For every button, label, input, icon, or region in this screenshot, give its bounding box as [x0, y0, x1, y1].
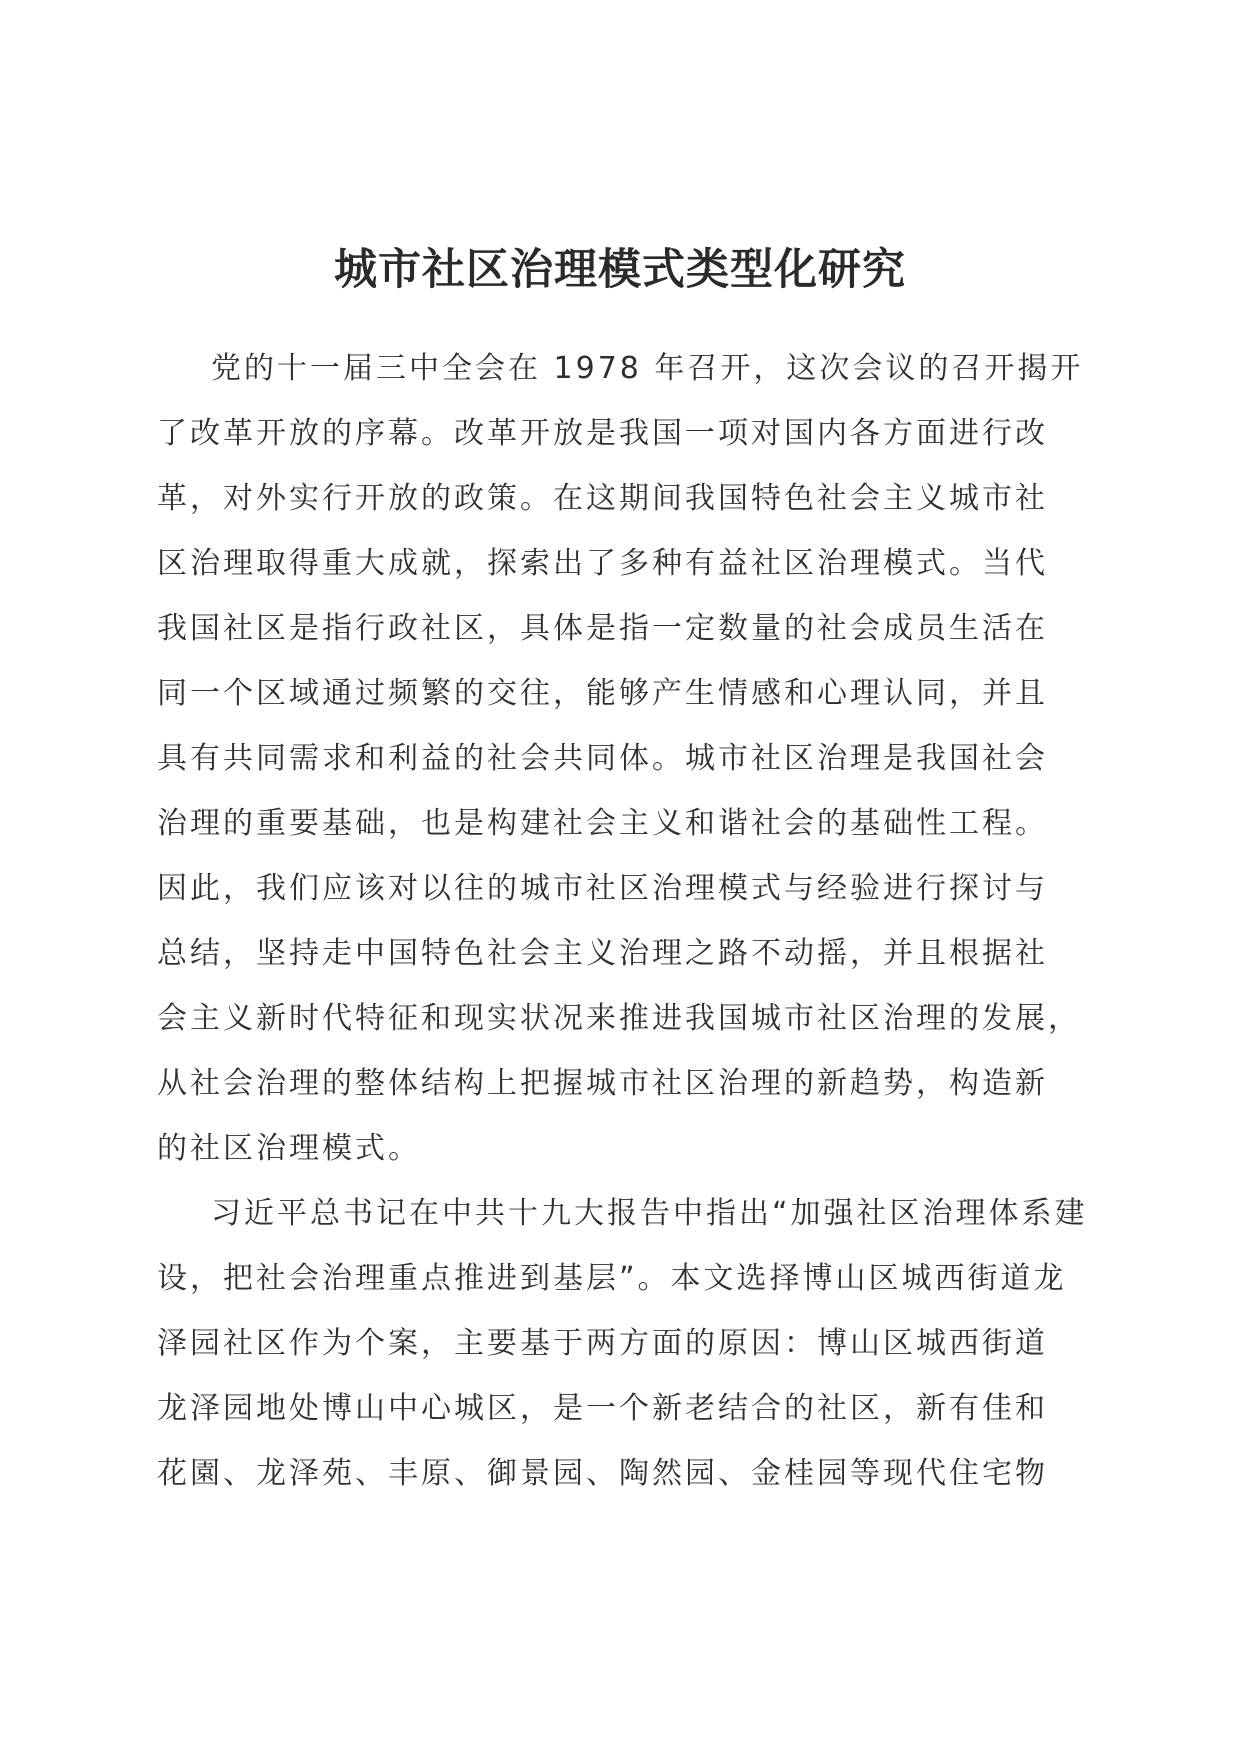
paragraph-line: 我国社区是指行政社区，具体是指一定数量的社会成员生活在 [157, 611, 1048, 646]
document-body [157, 336, 1097, 1506]
document-title: 城市社区治理模式类型化研究 [334, 245, 906, 295]
paragraph-line: 龙泽园地处博山中心城区，是一个新老结合的社区，新有佳和 [157, 1391, 1048, 1426]
paragraph-line: 了改革开放的序幕。改革开放是我国一项对国内各方面进行改 [157, 416, 1048, 451]
paragraph-line: 设，把社会治理重点推进到基层”。本文选择博山区城西街道龙 [157, 1261, 1067, 1296]
paragraph-line: 总结，坚持走中国特色社会主义治理之路不动摇，并且根据社 [157, 936, 1048, 971]
paragraph-line: 从社会治理的整体结构上把握城市社区治理的新趋势，构造新 [157, 1066, 1048, 1101]
paragraph-line: 革，对外实行开放的政策。在这期间我国特色社会主义城市社 [157, 481, 1048, 516]
paragraph-line: 同一个区域通过频繁的交往，能够产生情感和心理认同，并且 [157, 676, 1048, 711]
paragraph-line: 花園、龙泽苑、丰原、御景园、陶然园、金桂园等现代住宅物 [157, 1456, 1048, 1491]
paragraph-line: 区治理取得重大成就，探索出了多种有益社区治理模式。当代 [157, 546, 1048, 581]
paragraph-line: 习近平总书记在中共十九大报告中指出“加强社区治理体系建 [211, 1196, 1088, 1231]
paragraph-line: 会主义新时代特征和现实状况来推进我国城市社区治理的发展， [157, 1001, 1081, 1036]
paragraph-line: 治理的重要基础，也是构建社会主义和谐社会的基础性工程。 [157, 806, 1048, 841]
paragraph-line: 的社区治理模式。 [157, 1131, 421, 1166]
paragraph-line: 因此，我们应该对以往的城市社区治理模式与经验进行探讨与 [157, 871, 1048, 906]
paragraph-line: 泽园社区作为个案，主要基于两方面的原因：博山区城西街道 [157, 1326, 1048, 1361]
paragraph-line: 党的十一届三中全会在 1978 年召开，这次会议的召开揭开 [211, 351, 1084, 386]
paragraph-line: 具有共同需求和利益的社会共同体。城市社区治理是我国社会 [157, 741, 1048, 776]
